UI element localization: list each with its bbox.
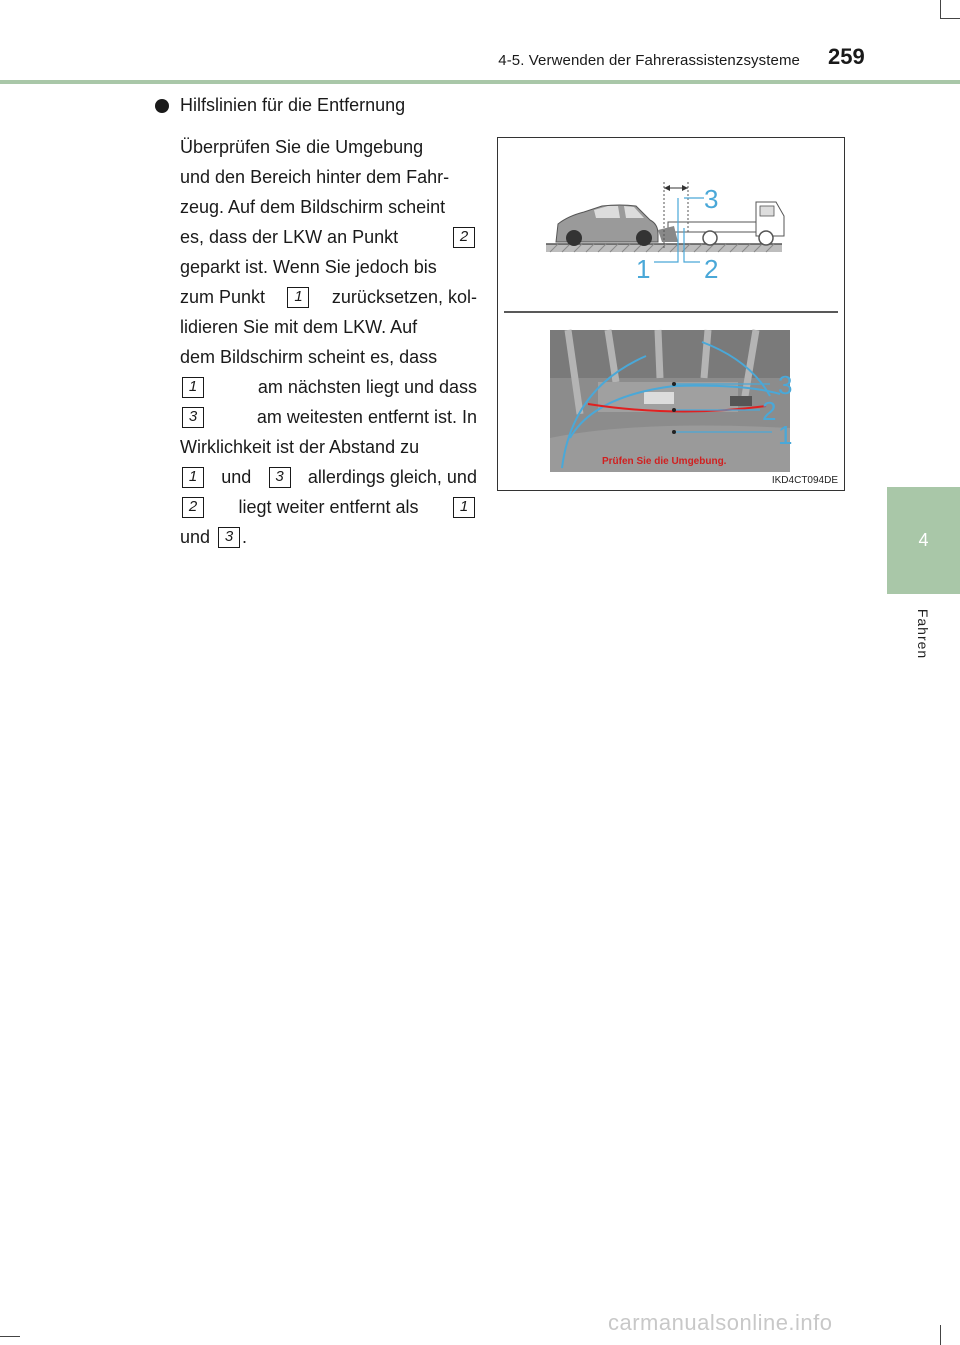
watermark: carmanualsonline.info (608, 1310, 833, 1335)
figure-label-camera: 2 (762, 396, 777, 426)
crop-mark (0, 1336, 20, 1337)
line-text: . (242, 527, 248, 547)
line-text: geparkt ist. Wenn Sie jedoch bis (180, 257, 437, 277)
paragraph-line (180, 192, 477, 222)
truck-wheel (759, 231, 773, 245)
paragraph-line (180, 282, 477, 312)
truck-bed (668, 222, 758, 232)
point-marker: 3 (269, 467, 291, 488)
paragraph-line (180, 162, 477, 192)
chapter-tab (887, 487, 960, 594)
line-text: am weitesten entfernt ist. In (256, 407, 477, 427)
figure-label-top: 2 (704, 254, 719, 284)
paragraph-line (180, 222, 477, 252)
figure-label-top: 1 (636, 254, 651, 284)
paragraph-line (180, 492, 477, 522)
paragraph-line (180, 372, 477, 402)
point-marker: 2 (182, 497, 204, 518)
paragraph-line (180, 462, 477, 492)
paragraph-line (180, 132, 477, 162)
figure-label-top: 3 (704, 184, 719, 214)
line-text: lidieren Sie mit dem LKW. Auf (180, 317, 418, 337)
point-marker: 1 (182, 467, 204, 488)
paragraph-line (180, 402, 477, 432)
figure-label-camera: 1 (778, 420, 793, 450)
paragraph-line (180, 252, 477, 282)
point-marker: 1 (453, 497, 475, 518)
point-marker: 1 (182, 377, 204, 398)
section-heading: Hilfslinien für die Entfernung (180, 95, 406, 115)
line-text: zeug. Auf dem Bildschirm scheint (180, 197, 446, 217)
chapter-number: 4 (918, 530, 929, 550)
line-text: dem Bildschirm scheint es, dass (180, 347, 438, 367)
point-marker: 2 (453, 227, 475, 248)
line-text: Wirklichkeit ist der Abstand zu (180, 437, 420, 457)
line-text: am nächsten liegt und dass (257, 377, 477, 397)
paragraph-line (180, 342, 477, 372)
camera-view (550, 330, 793, 472)
crop-mark (940, 18, 960, 19)
figure-code: IKD4CT094DE (771, 475, 838, 486)
car-wheel (566, 230, 582, 246)
line-text: es, dass der LKW an Punkt (180, 227, 399, 247)
paragraph-line (180, 522, 477, 552)
crop-mark (940, 1325, 941, 1345)
header-rule (0, 80, 960, 84)
chapter-label-box (887, 594, 960, 674)
page-number: 259 (828, 44, 865, 69)
paragraph-line (180, 432, 477, 462)
truck-wheel (703, 231, 717, 245)
figure-label-camera: 3 (778, 370, 793, 400)
bullet-icon (155, 99, 169, 113)
chapter-label: Fahren (915, 608, 932, 660)
line-text: Überprüfen Sie die Umgebung (180, 137, 424, 157)
line-text: allerdings gleich, und (307, 467, 477, 487)
point-marker: 3 (218, 527, 240, 548)
line-text: und (221, 467, 252, 487)
line-text: zurücksetzen, kol- (331, 287, 477, 307)
paragraph-line (180, 312, 477, 342)
line-text: und (180, 527, 211, 547)
line-text: liegt weiter entfernt als (238, 497, 419, 517)
crop-mark (940, 0, 941, 18)
line-text: und den Bereich hinter dem Fahr- (180, 167, 450, 187)
section-header-title: 4-5. Verwenden der Fahrerassistenzsysteme (498, 52, 800, 69)
point-marker: 1 (287, 287, 309, 308)
point-marker: 3 (182, 407, 204, 428)
side-view-illustration (546, 182, 784, 262)
distance-guide-figure (497, 137, 845, 491)
screen-caption: Prüfen Sie die Umgebung. (602, 456, 727, 467)
car-wheel (636, 230, 652, 246)
line-text: zum Punkt (180, 287, 266, 307)
